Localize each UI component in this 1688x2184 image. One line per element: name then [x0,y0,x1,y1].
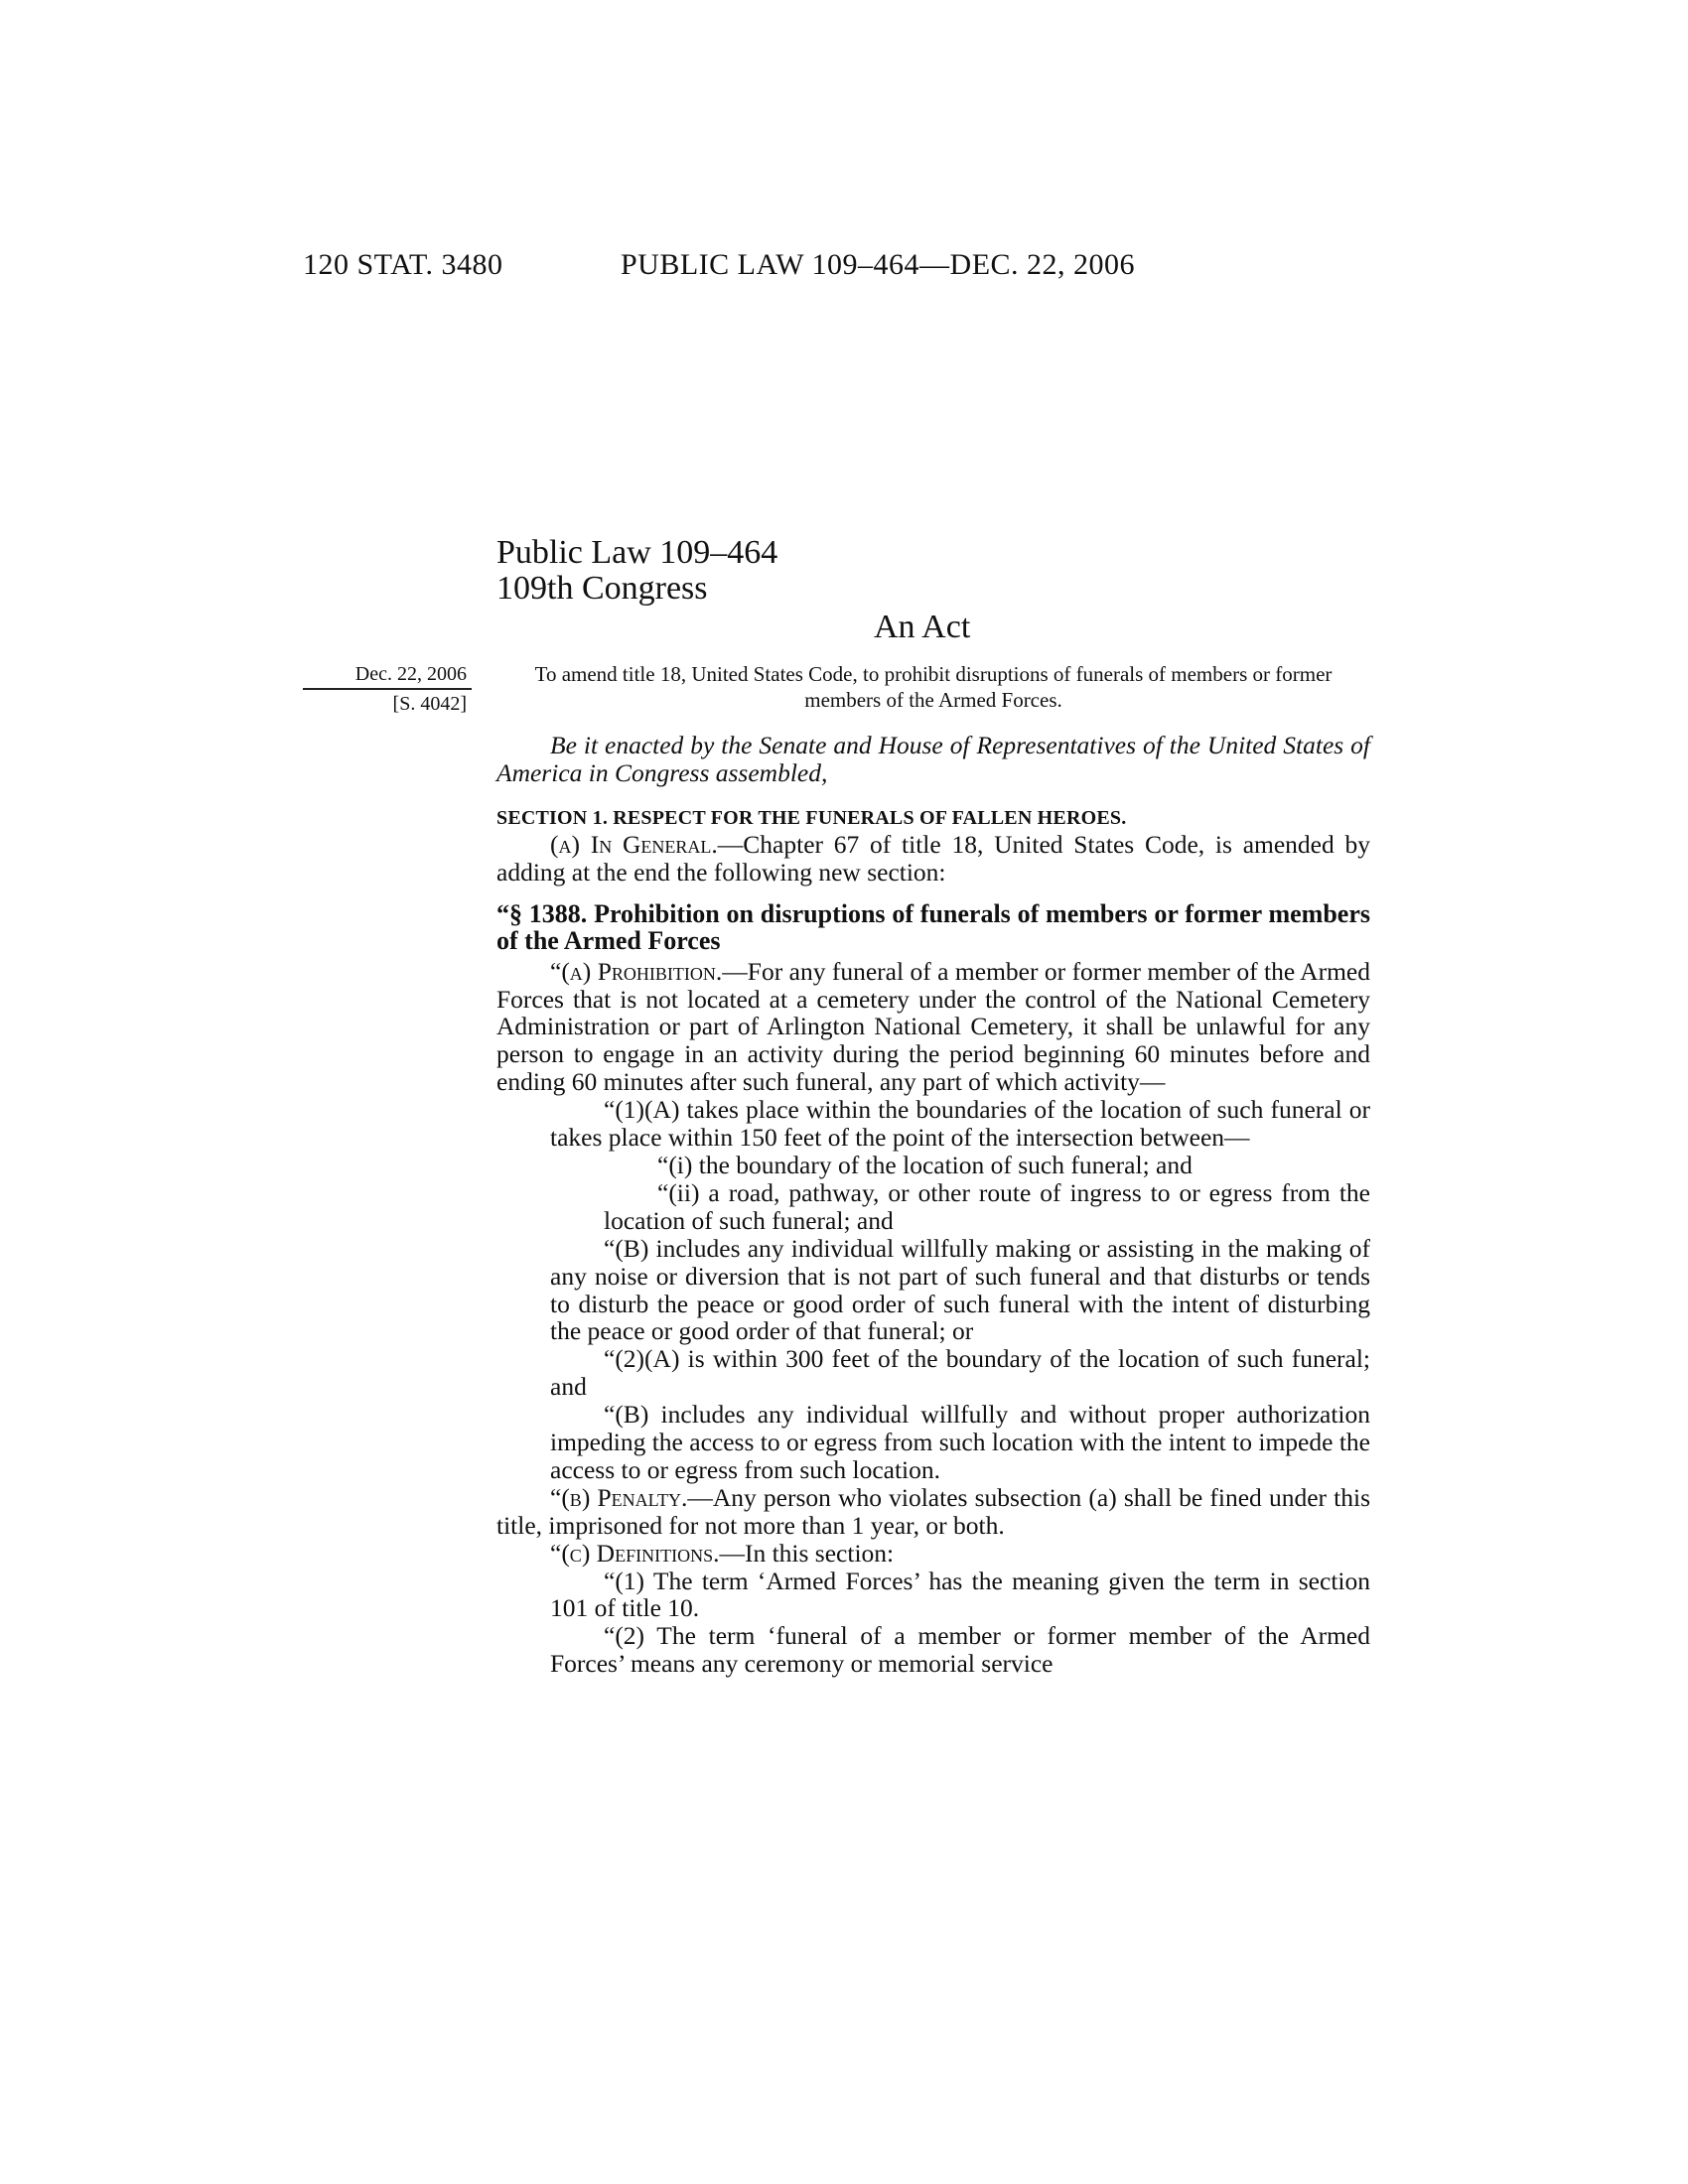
section-heading: SECTION 1. RESPECT FOR THE FUNERALS OF FALLEN HEROES. [496,806,1127,829]
clause-1a-i: “(i) the boundary of the location of such funeral; and [657,1150,1193,1179]
act-title: An Act [874,609,971,645]
act-purpose: To amend title 18, United States Code, to prohibit disruptions of funerals of members or former members of the Armed Forces. [534,662,1333,712]
public-law-number: Public Law 109–464 [496,534,778,571]
subsection-label: “(b) Penalty. [550,1482,688,1512]
subsection-text: —Any person who violates subsection (a) shall be fined under this title, imprisoned for not more than 1 year, or both. [496,1482,1371,1540]
subsection-text: —Chapter 67 of title 18, United States Code, is amended by adding at the end the following new section: [496,829,1370,887]
statute-page-number: 120 STAT. 3480 [303,248,503,281]
paragraph-1b: “(B) includes any individual willfully making or assisting in the making of any noise or diversion that is not part of such funeral and that disturbs or tends to disturb the peace or good order of such funeral with the intent of disturbing the peace or good order of that funeral; or [550,1233,1370,1346]
subsection-label: “(a) Prohibition. [550,956,723,986]
subsection-text: —For any funeral of a member or former member of the Armed Forces that is not located at a cemetery under the control of the National Cemetery Administration or part of Arlington National Cemetery, it shall be unlawful for any person to engage in an activity during the period beginning 60 minutes before and ending 60 minutes after such funeral, any part of which activity— [496,956,1370,1097]
paragraph-1a: “(1)(A) takes place within the boundaries of the location of such funeral or takes place within 150 feet of the point of the intersection between— [550,1095,1370,1153]
clause-1a-ii: “(ii) a road, pathway, or other route of ingress to or egress from the location of such funeral; and [604,1177,1370,1235]
margin-divider [303,688,472,690]
subsection-text: —In this section: [719,1538,895,1568]
subsection-c-definitions [496,1540,1370,1568]
subsection-label: “(c) Definitions. [550,1538,720,1568]
subsection-label: (a) In General. [550,829,718,859]
act-body [496,732,1370,1678]
subsection-b-penalty [496,1484,1370,1540]
paragraph-2a: “(2)(A) is within 300 feet of the boundary of the location of such funeral; and [550,1344,1370,1402]
enacting-clause: Be it enacted by the Senate and House of Representatives of the United States of America in Congress assembled, [496,731,1370,787]
paragraph-2b: “(B) includes any individual willfully and without proper authorization impeding the access to or egress from such location with the intent to impede the access to or egress from such location. [550,1400,1370,1484]
running-header: PUBLIC LAW 109–464—DEC. 22, 2006 [621,248,1136,281]
subsection-a-prohibition [496,958,1370,1097]
congress-number: 109th Congress [496,570,708,607]
margin-bill-number: [S. 4042] [392,693,467,715]
definition-2: “(2) The term ‘funeral of a member or former member of the Armed Forces’ means any ceremony or memorial service [550,1621,1370,1679]
subsection-a-general [496,831,1370,887]
margin-date: Dec. 22, 2006 [354,663,467,685]
definition-1: “(1) The term ‘Armed Forces’ has the meaning given the term in section 101 of title 10. [550,1566,1370,1623]
code-section-heading: “§ 1388. Prohibition on disruptions of funerals of members or former members of the Armed Forces [496,898,1370,955]
